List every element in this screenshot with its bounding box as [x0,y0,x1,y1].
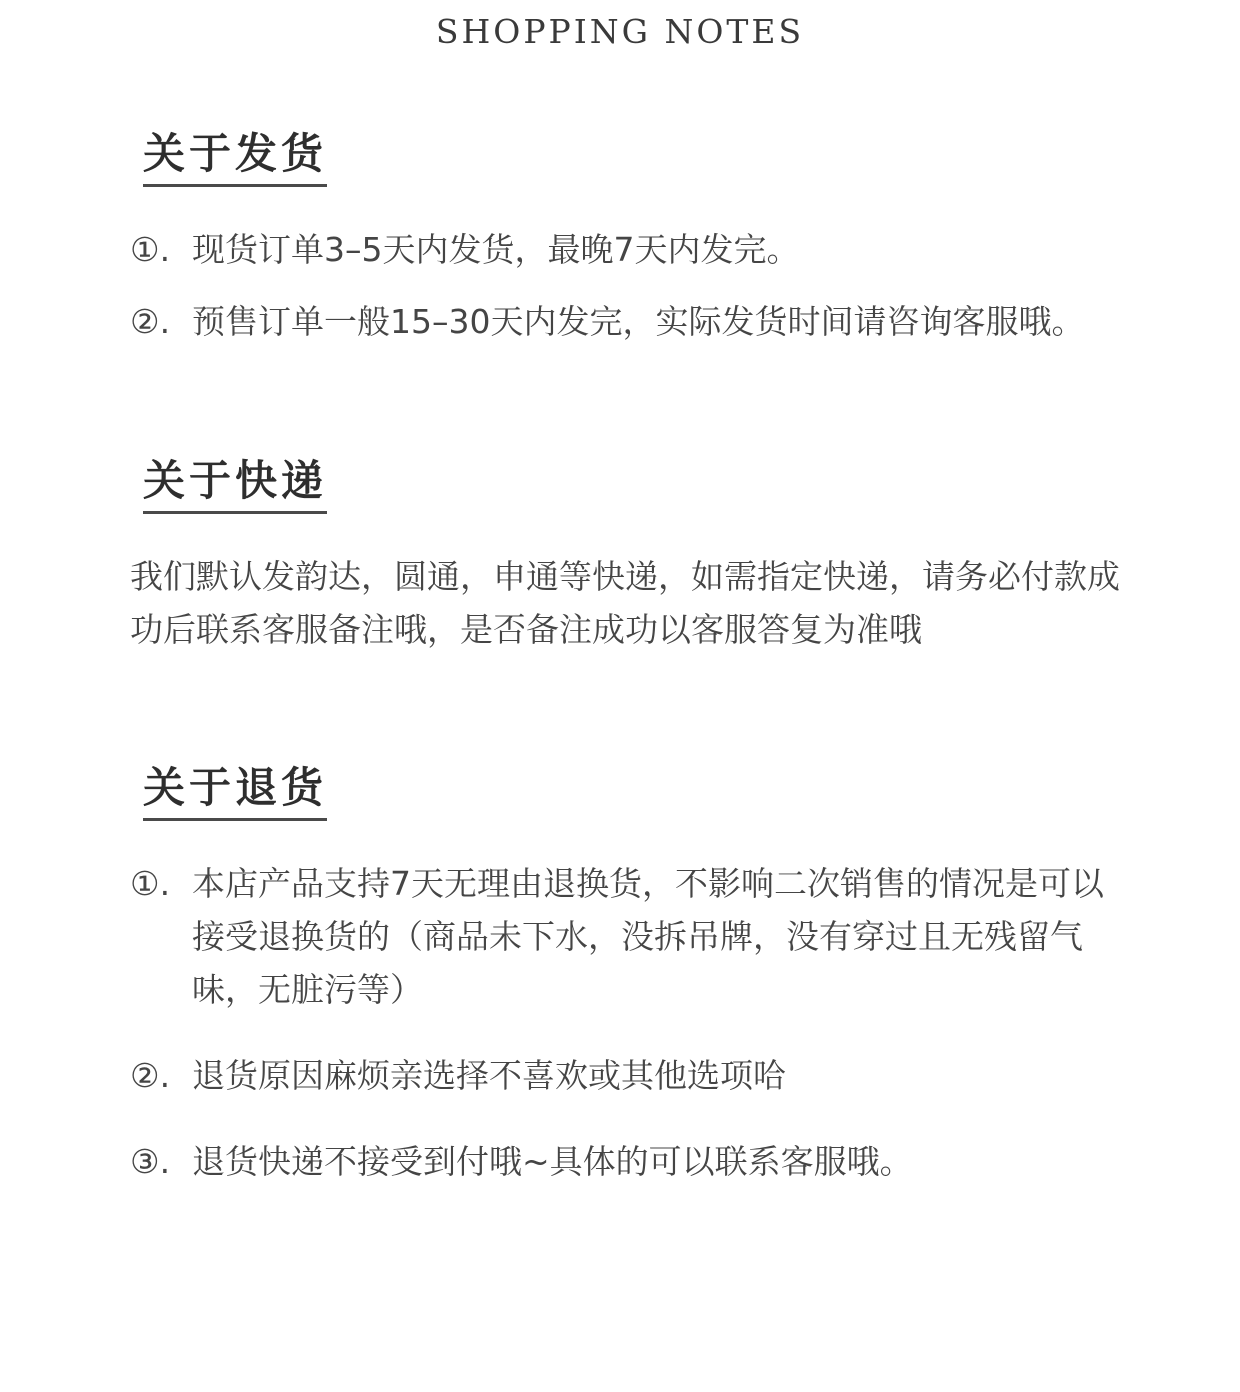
list-item [130,857,1120,1016]
section-heading-courier: 关于快递 [143,457,327,514]
list-item [130,1135,1210,1188]
item-number: ②. [130,1056,171,1096]
list-item [130,223,1210,276]
list-item [130,1049,1210,1102]
returns-section [130,764,1210,1188]
courier-paragraph: 我们默认发韵达，圆通，申通等快递，如需指定快递，请务必付款成功后联系客服备注哦，是否备注成功以客服答复为准哦 [130,557,1120,650]
item-number: ①. [130,864,171,904]
item-text: 退货快递不接受到付哦~具体的可以联系客服哦。 [192,1142,913,1182]
item-number: ②. [130,302,171,342]
item-number: ①. [130,230,171,270]
section-heading-shipping: 关于发货 [143,130,327,187]
item-text: 预售订单一般15–30天内发完，实际发货时间请咨询客服哦。 [192,302,1085,342]
shipping-section [130,130,1210,348]
section-heading-returns: 关于退货 [143,764,327,821]
item-number: ③. [130,1142,171,1182]
item-text: 本店产品支持7天无理由退换货，不影响二次销售的情况是可以接受退换货的（商品未下水，没拆吊牌，没有穿过且无残留气味，无脏污等） [192,864,1104,1010]
item-text: 退货原因麻烦亲选择不喜欢或其他选项哈 [192,1056,786,1096]
item-text: 现货订单3–5天内发货，最晚7天内发完。 [192,230,800,270]
page-title: SHOPPING NOTES [435,12,805,51]
courier-section [130,457,1210,656]
list-item [130,295,1210,348]
